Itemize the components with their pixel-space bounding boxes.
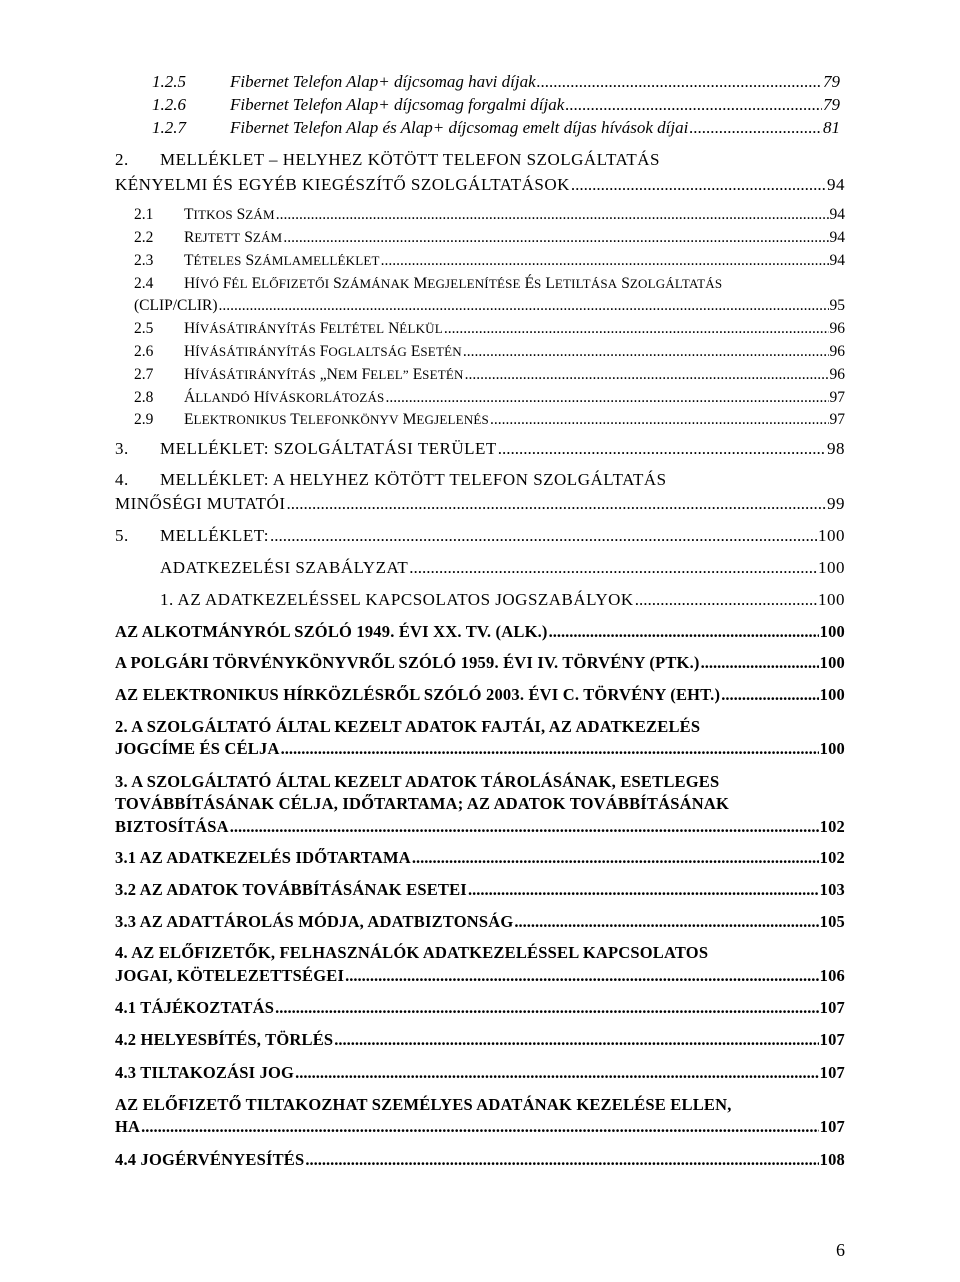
- leader-dots: [635, 590, 817, 610]
- toc-page-number: 100: [819, 622, 845, 641]
- toc-page-number: 94: [829, 252, 845, 269]
- toc-entry[interactable]: [230, 95, 840, 115]
- toc-entry-number: 4.: [115, 470, 129, 489]
- toc-page-number: 102: [819, 817, 845, 836]
- toc-page-number: 97: [829, 411, 845, 428]
- toc-entry-number: 2.8: [134, 389, 154, 406]
- toc-page-number: 81: [823, 118, 840, 137]
- toc-page-number: 96: [829, 320, 845, 337]
- toc-entry-number: 3.: [115, 439, 129, 458]
- toc-entry-number: 2.4: [134, 275, 154, 292]
- toc-page-number: 99: [827, 494, 845, 513]
- toc-page-number: 79: [823, 72, 840, 91]
- leader-dots: [141, 1117, 818, 1137]
- toc-page-number: 94: [829, 229, 845, 246]
- toc-page-number: 106: [819, 966, 845, 985]
- leader-dots: [565, 95, 822, 115]
- toc-entry-title: REJTETT SZÁM: [184, 229, 283, 246]
- toc-page-number: 107: [819, 998, 845, 1017]
- toc-entry-title-line: 4. AZ ELŐFIZETŐK, FELHASZNÁLÓK ADATKEZELÉSSEL KAPCSOLATOS: [115, 943, 709, 962]
- leader-dots: [468, 880, 819, 900]
- toc-entry-title: (CLIP/CLIR): [134, 297, 218, 314]
- toc-entry-title: 3.1 AZ ADATKEZELÉS IDŐTARTAMA: [115, 848, 411, 867]
- leader-dots: [305, 1150, 818, 1170]
- toc-entry[interactable]: [115, 622, 845, 642]
- toc-entry[interactable]: [115, 998, 845, 1018]
- toc-entry-title: MINŐSÉGI MUTATÓI: [115, 494, 286, 513]
- toc-entry[interactable]: [230, 118, 840, 138]
- toc-entry-title: 3.2 AZ ADATOK TOVÁBBÍTÁSÁNAK ESETEI: [115, 880, 467, 899]
- toc-entry-title: ÁLLANDÓ HÍVÁSKORLÁTOZÁS: [184, 389, 385, 406]
- leader-dots: [409, 558, 817, 578]
- toc-entry-title: 4.4 JOGÉRVÉNYESÍTÉS: [115, 1150, 305, 1169]
- toc-entry-title: 3.3 AZ ADATTÁROLÁS MÓDJA, ADATBIZTONSÁG: [115, 912, 514, 931]
- toc-entry-title: KÉNYELMI ÉS EGYÉB KIEGÉSZÍTŐ SZOLGÁLTATÁSOK: [115, 175, 570, 194]
- toc-entry-title: TITKOS SZÁM: [184, 206, 275, 223]
- toc-entry[interactable]: [160, 526, 845, 546]
- toc-entry[interactable]: [134, 297, 845, 315]
- toc-entry-title-line: 3. A SZOLGÁLTATÓ ÁLTAL KEZELT ADATOK TÁROLÁSÁNAK, ESETLEGES: [115, 772, 720, 791]
- toc-entry[interactable]: [160, 439, 845, 459]
- toc-page-number: 95: [829, 297, 845, 314]
- leader-dots: [270, 526, 817, 546]
- toc-entry-number: 2.9: [134, 411, 154, 428]
- toc-page-number: 100: [819, 653, 845, 672]
- toc-entry[interactable]: [160, 558, 845, 578]
- toc-entry-title: AZ ELEKTRONIKUS HÍRKÖZLÉSRŐL SZÓLÓ 2003. ÉVI C. TÖRVÉNY (EHT.): [115, 685, 721, 704]
- toc-entry-number: 2.5: [134, 320, 154, 337]
- leader-dots: [463, 343, 829, 361]
- toc-entry-number: 2.1: [134, 206, 154, 223]
- leader-dots: [275, 998, 819, 1018]
- toc-entry-title: JOGCÍME ÉS CÉLJA: [115, 739, 280, 758]
- toc-entry-title-line: HÍVÓ FÉL ELŐFIZETŐI SZÁMÁNAK MEGJELENÍTÉSE ÉS LETILTÁSA SZOLGÁLTATÁS: [184, 275, 723, 292]
- leader-dots: [334, 1030, 818, 1050]
- toc-entry-title-line: MELLÉKLET – HELYHEZ KÖTÖTT TELEFON SZOLGÁLTATÁS: [160, 150, 661, 169]
- leader-dots: [549, 622, 819, 642]
- toc-entry[interactable]: [184, 366, 845, 384]
- toc-entry[interactable]: [115, 685, 845, 705]
- page-number: 6: [836, 1240, 845, 1260]
- toc-page-number: 79: [823, 95, 840, 114]
- toc-entry[interactable]: [184, 320, 845, 338]
- leader-dots: [721, 685, 818, 705]
- toc-page-number: 103: [819, 880, 845, 899]
- toc-entry-title-line: AZ ELŐFIZETŐ TILTAKOZHAT SZEMÉLYES ADATÁNAK KEZELÉSE ELLEN,: [115, 1095, 732, 1114]
- toc-entry[interactable]: [115, 175, 845, 195]
- toc-entry[interactable]: [115, 494, 845, 514]
- toc-page-number: 96: [829, 343, 845, 360]
- toc-page-number: 105: [819, 912, 845, 931]
- toc-entry[interactable]: [115, 817, 845, 837]
- toc-entry[interactable]: [115, 880, 845, 900]
- leader-dots: [412, 848, 819, 868]
- toc-entry-title: AZ ALKOTMÁNYRÓL SZÓLÓ 1949. ÉVI XX. TV. (ALK.): [115, 622, 548, 641]
- toc-entry-title: MELLÉKLET:: [160, 526, 269, 545]
- toc-entry[interactable]: [184, 206, 845, 224]
- toc-entry-title: Fibernet Telefon Alap+ díjcsomag forgalmi díjak: [230, 95, 565, 114]
- toc-page-number: 108: [819, 1150, 845, 1169]
- toc-entry-number: 1.2.5: [152, 72, 186, 91]
- leader-dots: [345, 966, 819, 986]
- leader-dots: [498, 439, 826, 459]
- toc-page-number: 96: [829, 366, 845, 383]
- toc-page-number: 102: [819, 848, 845, 867]
- leader-dots: [230, 817, 819, 837]
- leader-dots: [381, 252, 829, 270]
- toc-entry[interactable]: [115, 1063, 845, 1083]
- toc-entry-title: HÍVÁSÁTIRÁNYÍTÁS FELTÉTEL NÉLKÜL: [184, 320, 443, 337]
- toc-page-number: 107: [819, 1063, 845, 1082]
- toc-entry[interactable]: [115, 1150, 845, 1170]
- toc-entry-title-line: 2. A SZOLGÁLTATÓ ÁLTAL KEZELT ADATOK FAJTÁI, AZ ADATKEZELÉS: [115, 717, 701, 736]
- toc-entry[interactable]: [115, 848, 845, 868]
- leader-dots: [386, 389, 829, 407]
- toc-entry[interactable]: [115, 1117, 845, 1137]
- toc-entry-title: 1. AZ ADATKEZELÉSSEL KAPCSOLATOS JOGSZABÁLYOK: [160, 590, 634, 609]
- toc-entry[interactable]: [184, 229, 845, 247]
- toc-entry[interactable]: [115, 966, 845, 986]
- toc-entry-number: 2.7: [134, 366, 154, 383]
- toc-entry-title: 4.2 HELYESBÍTÉS, TÖRLÉS: [115, 1030, 334, 1049]
- leader-dots: [689, 118, 822, 138]
- leader-dots: [444, 320, 829, 338]
- toc-entry-title: A POLGÁRI TÖRVÉNYKÖNYVRŐL SZÓLÓ 1959. ÉVI IV. TÖRVÉNY (PTK.): [115, 653, 700, 672]
- toc-entry[interactable]: [115, 912, 845, 932]
- toc-page-number: 94: [829, 206, 845, 223]
- toc-page-number: 100: [818, 590, 845, 609]
- toc-entry-number: 2.: [115, 150, 129, 169]
- toc-entry-title: Fibernet Telefon Alap és Alap+ díjcsomag emelt díjas hívások díjai: [230, 118, 689, 137]
- leader-dots: [283, 229, 828, 247]
- leader-dots: [701, 653, 819, 673]
- toc-entry[interactable]: [184, 343, 845, 361]
- leader-dots: [276, 206, 829, 224]
- toc-entry-number: 2.6: [134, 343, 154, 360]
- toc-page-number: 98: [827, 439, 845, 458]
- toc-entry-title: TÉTELES SZÁMLAMELLÉKLET: [184, 252, 380, 269]
- leader-dots: [287, 494, 827, 514]
- toc-page-number: 100: [819, 739, 845, 758]
- toc-entry-number: 1.2.6: [152, 95, 186, 114]
- toc-entry-title: JOGAI, KÖTELEZETTSÉGEI: [115, 966, 345, 985]
- toc-entry[interactable]: [115, 1030, 845, 1050]
- toc-entry[interactable]: [115, 653, 845, 673]
- leader-dots: [571, 175, 826, 195]
- toc-entry-title: BIZTOSÍTÁSA: [115, 817, 229, 836]
- toc-entry[interactable]: [160, 590, 845, 610]
- toc-entry-number: 2.3: [134, 252, 154, 269]
- toc-entry[interactable]: [184, 411, 845, 429]
- toc-entry-title: ELEKTRONIKUS TELEFONKÖNYV MEGJELENÉS: [184, 411, 489, 428]
- leader-dots: [281, 739, 819, 759]
- toc-entry-title-line: MELLÉKLET: A HELYHEZ KÖTÖTT TELEFON SZOLGÁLTATÁS: [160, 470, 667, 489]
- toc-entry[interactable]: [230, 72, 840, 92]
- toc-page-number: 107: [819, 1030, 845, 1049]
- toc-entry-title-line: TOVÁBBÍTÁSÁNAK CÉLJA, IDŐTARTAMA; AZ ADATOK TOVÁBBÍTÁSÁNAK: [115, 794, 729, 813]
- toc-page-number: 100: [818, 526, 845, 545]
- toc-entry-title: HA: [115, 1117, 141, 1136]
- leader-dots: [465, 366, 829, 384]
- toc-page-number: 100: [818, 558, 845, 577]
- leader-dots: [514, 912, 818, 932]
- toc-entry-number: 2.2: [134, 229, 154, 246]
- toc-page-number: 107: [819, 1117, 845, 1136]
- toc-page-number: 94: [827, 175, 845, 194]
- leader-dots: [295, 1063, 819, 1083]
- toc-entry-title: MELLÉKLET: SZOLGÁLTATÁSI TERÜLET: [160, 439, 497, 458]
- toc-page-number: 100: [819, 685, 845, 704]
- toc-entry[interactable]: [115, 739, 845, 759]
- toc-entry-title: 4.1 TÁJÉKOZTATÁS: [115, 998, 275, 1017]
- toc-entry-title: ADATKEZELÉSI SZABÁLYZAT: [160, 558, 409, 577]
- leader-dots: [219, 297, 829, 315]
- toc-entry-title: 4.3 TILTAKOZÁSI JOG: [115, 1063, 295, 1082]
- toc-entry-title: HÍVÁSÁTIRÁNYÍTÁS FOGLALTSÁG ESETÉN: [184, 343, 462, 360]
- leader-dots: [490, 411, 829, 429]
- toc-entry-number: 5.: [115, 526, 129, 545]
- toc-page-number: 97: [829, 389, 845, 406]
- leader-dots: [537, 72, 822, 92]
- toc-entry-title: HÍVÁSÁTIRÁNYÍTÁS „NEM FELEL” ESETÉN: [184, 366, 464, 383]
- toc-entry-number: 1.2.7: [152, 118, 186, 137]
- toc-entry-title: Fibernet Telefon Alap+ díjcsomag havi díjak: [230, 72, 536, 91]
- toc-entry[interactable]: [184, 389, 845, 407]
- toc-entry[interactable]: [184, 252, 845, 270]
